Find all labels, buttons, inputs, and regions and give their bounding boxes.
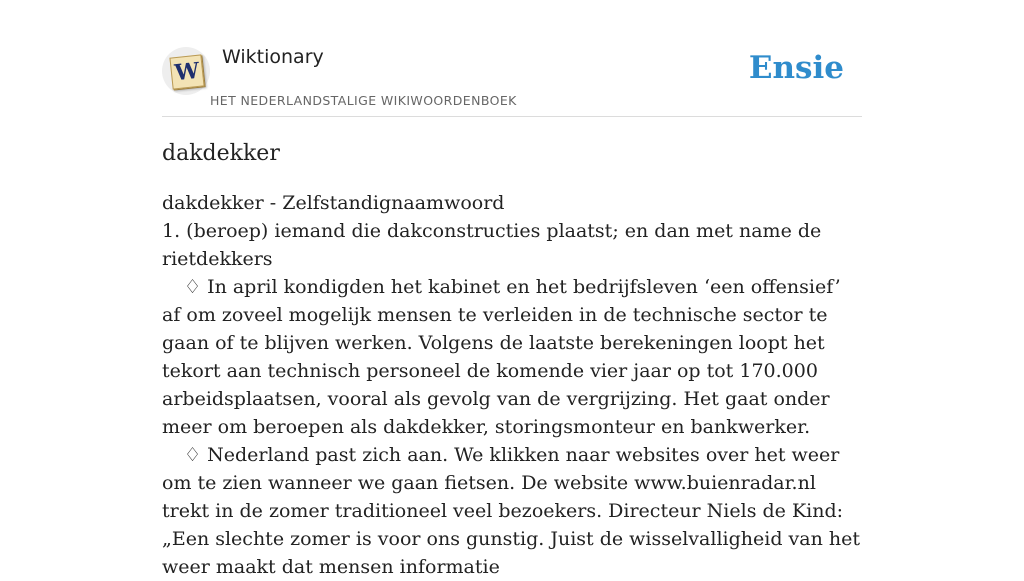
- ensie-brand-logo[interactable]: Ensie: [748, 50, 844, 86]
- site-title[interactable]: Wiktionary: [222, 46, 324, 68]
- entry-content: [162, 138, 862, 581]
- site-subtitle: HET NEDERLANDSTALIGE WIKIWOORDENBOEK: [210, 93, 517, 108]
- page-title: dakdekker: [162, 141, 280, 166]
- definition-line: 1. (beroep) iemand die dakconstructies plaatst; en dan met name de rietdekkers: [162, 220, 822, 270]
- wiktionary-logo[interactable]: [162, 47, 210, 95]
- wiktionary-logo-icon: W: [169, 54, 204, 89]
- word-type-line: dakdekker - Zelfstandignaamwoord: [162, 192, 505, 214]
- site-header: [162, 40, 862, 117]
- example-sentence: ♢ In april kondigden het kabinet en het bedrijfsleven ‘een offensief’ af om zoveel mogelijk mensen te verleiden in de technische sector te gaan of te blijven werken. Volgens de laatste berekeningen loopt het tekort aan technisch personeel de komende vier jaar op tot 170.000 arbeidsplaatsen, vooral als gevolg van de vergrijzing. Het gaat onder meer om beroepen als dakdekker, storingsmonteur en bankwerker.: [162, 276, 841, 438]
- entry-body: [162, 189, 862, 581]
- example-sentence: ♢ Nederland past zich aan. We klikken naar websites over het weer om te zien wanneer we gaan fietsen. De website www.buienradar.nl trekt in de zomer traditioneel veel bezoekers. Directeur Niels de Kind: „Een slechte zomer is voor ons gunstig. Juist de wisselvalligheid van het weer maakt dat mensen informatie: [162, 444, 860, 578]
